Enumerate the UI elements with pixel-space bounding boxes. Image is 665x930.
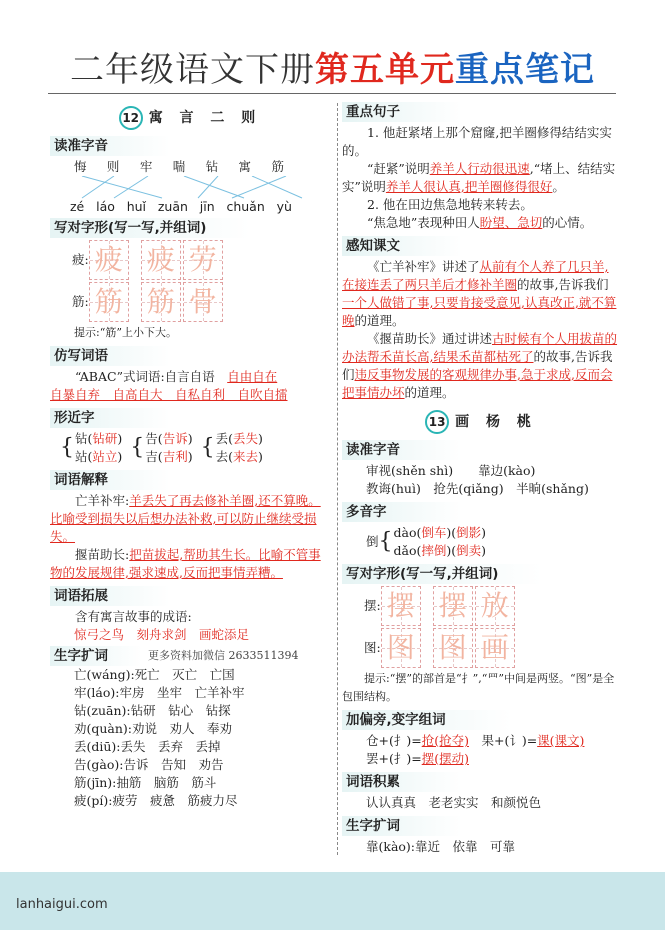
match-char: 牢 xyxy=(139,159,153,174)
write-row xyxy=(364,628,620,668)
write-row xyxy=(72,282,330,322)
word-item: 告(gào):告诉 告知 劝告 xyxy=(74,757,224,772)
left-column xyxy=(50,100,330,810)
match-pinyin: jīn xyxy=(199,199,215,214)
accumulate-words: 认认真真 老老实实 和颜悦色 xyxy=(366,795,542,810)
section-char-expand: 生字扩词 xyxy=(342,816,462,836)
section-write: 写对字形(写一写,并组词) xyxy=(342,564,542,584)
match-pinyin: zuān xyxy=(157,199,188,214)
section-write: 写对字形(写一写,并组词) xyxy=(50,218,250,238)
pinyin-match xyxy=(50,158,330,214)
summary: 《揠苗助长》通过讲述古时候有个人用拔苗的办法帮禾苗长高,结果禾苗都枯死了的故事,告诉我们违反事物发展的客观规律办事,急于求成,反而会把事情办坏的道理。 xyxy=(342,331,618,400)
polyphone: 倒 { dào(倒车)(倒影) dǎo(摔倒)(倒卖) xyxy=(366,525,487,558)
write-label: 筋: xyxy=(72,294,89,309)
writing-grid: 放 xyxy=(475,586,515,626)
key-explanation: “焦急地”表现种田人盼望、急切的心情。 xyxy=(367,215,593,230)
right-column xyxy=(342,100,620,856)
match-char: 喘 xyxy=(172,159,186,174)
match-pinyin: chuǎn xyxy=(226,199,265,214)
writing-grid: 摆 xyxy=(381,586,421,626)
section-char-expand: 生字扩词 xyxy=(50,646,142,666)
radical-line: 罢+(扌)=摆(摆动) xyxy=(366,751,469,766)
section-read: 读准字音 xyxy=(50,136,170,156)
section-expand: 词语拓展 xyxy=(50,586,170,606)
word-item: 筋(jīn):抽筋 脑筋 筋斗 xyxy=(74,775,217,790)
match-pinyin: láo xyxy=(96,199,115,214)
writing-grid: 摆 xyxy=(433,586,473,626)
word-item: 丢(diū):丢失 丢弃 丢掉 xyxy=(74,739,221,754)
writing-grid: 图 xyxy=(381,628,421,668)
title-part3: 重点笔记 xyxy=(455,50,595,90)
section-polyphone: 多音字 xyxy=(342,502,462,522)
footer-wave xyxy=(0,842,665,902)
section-radical: 加偏旁,变字组词 xyxy=(342,710,512,730)
hint: 提示:“筋”上小下大。 xyxy=(74,326,177,339)
footer xyxy=(0,872,665,930)
radical-line: 仓+(扌)=抢(抢夺) 果+(讠)=课(课文) xyxy=(366,733,585,748)
similar-pair: { 钻(钻研) 站(站立) xyxy=(60,431,123,464)
writing-grid: 疲 xyxy=(141,240,181,280)
hint: 提示:“摆”的部首是“扌”,“罒”中间是两竖。“图”是全包围结构。 xyxy=(342,672,615,703)
match-char: 钻 xyxy=(205,159,219,174)
column-divider xyxy=(337,103,338,855)
imitate-line: “ABAC”式词语:自言自语 自由自在 xyxy=(75,369,278,384)
section-key-sentences: 重点句子 xyxy=(342,102,462,122)
section-similar: 形近字 xyxy=(50,408,170,428)
match-pinyin: zé xyxy=(70,199,85,214)
key-explanation: “赶紧”说明养羊人行动很迅速,“堵上、结结实实”说明养羊人很认真,把羊圈修得很好。 xyxy=(342,161,616,194)
match-char: 筋 xyxy=(271,159,284,174)
match-pinyin: yù xyxy=(276,199,292,214)
write-label: 图: xyxy=(364,640,381,655)
page-title xyxy=(0,42,665,91)
write-label: 摆: xyxy=(364,598,381,613)
writing-grid: 疲 xyxy=(89,240,129,280)
explanation: 亡羊补牢:羊丢失了再去修补羊圈,还不算晚。比喻受到损失以后想办法补救,可以防止继续受损失。 xyxy=(50,493,321,544)
lesson-title: 寓 言 二 则 xyxy=(148,110,262,126)
write-label: 疲: xyxy=(72,252,89,267)
idioms: 惊弓之鸟 刻舟求剑 画蛇添足 xyxy=(74,627,250,642)
match-lines xyxy=(72,176,312,200)
section-accumulate: 词语积累 xyxy=(342,772,462,792)
read-line: 教诲(huì) 抢先(qiǎng) 半晌(shǎng) xyxy=(366,481,589,496)
similar-pair: { 丢(丢失) 去(来去) xyxy=(200,431,263,464)
match-pinyin: huǐ xyxy=(126,199,147,214)
word-item: 靠(kào):靠近 依靠 可靠 xyxy=(366,839,516,854)
writing-grid: 画 xyxy=(475,628,515,668)
expand-text: 含有寓言故事的成语: xyxy=(75,609,192,624)
title-part1: 二年级语文下册 xyxy=(70,50,315,90)
lesson-number-badge: 13 xyxy=(425,410,449,434)
writing-grid: 筋 xyxy=(89,282,129,322)
write-row xyxy=(364,586,620,626)
writing-grid: 筋 xyxy=(141,282,181,322)
word-item: 亡(wáng):死亡 灭亡 亡国 xyxy=(74,667,235,682)
word-item: 疲(pí):疲劳 疲惫 筋疲力尽 xyxy=(74,793,238,808)
lesson-number-badge: 12 xyxy=(119,106,143,130)
writing-grid: 劳 xyxy=(183,240,223,280)
writing-grid: 骨 xyxy=(183,282,223,322)
word-item: 钻(zuān):钻研 钻心 钻探 xyxy=(74,703,231,718)
section-explain: 词语解释 xyxy=(50,470,170,490)
poly-reading: dǎo(摔倒)(倒卖) xyxy=(393,543,487,558)
word-item: 劝(quàn):劝说 劝人 奉劝 xyxy=(74,721,233,736)
match-char: 则 xyxy=(106,159,120,174)
lesson-title: 画 杨 桃 xyxy=(455,414,537,430)
lesson-12-heading xyxy=(50,106,330,130)
similar-chars xyxy=(60,430,330,466)
site-url[interactable]: lanhaigui.com xyxy=(16,897,108,912)
section-feel: 感知课文 xyxy=(342,236,462,256)
title-part2: 第五单元 xyxy=(315,50,455,90)
similar-pair: { 告(告诉) 吉(吉利) xyxy=(130,431,193,464)
poly-char: 倒 xyxy=(366,534,379,549)
lesson-13-heading xyxy=(342,410,620,434)
poly-reading: dào(倒车)(倒影) xyxy=(393,525,487,540)
key-sentence: 2. 他在田边焦急地转来转去。 xyxy=(367,197,533,212)
explanation: 揠苗助长:把苗拔起,帮助其生长。比喻不管事物的发展规律,强求速成,反而把事情弄糟。 xyxy=(50,547,321,580)
section-read: 读准字音 xyxy=(342,440,462,460)
summary: 《亡羊补牢》讲述了从前有个人养了几只羊,在接连丢了两只羊后才修补羊圈的故事,告诉我们一个人做错了事,只要肯接受意见,认真改正,就不算晚的道理。 xyxy=(342,259,617,328)
match-char: 悔 xyxy=(74,159,87,174)
section-imitate: 仿写词语 xyxy=(50,346,170,366)
wechat-note: 更多资料加微信 2633511394 xyxy=(148,649,299,662)
read-line: 审视(shěn shì) 靠边(kào) xyxy=(366,463,536,478)
title-rule xyxy=(48,93,616,94)
char-expand-header xyxy=(50,646,330,666)
word-list xyxy=(74,666,330,810)
write-row xyxy=(72,240,330,280)
match-char: 寓 xyxy=(238,159,252,174)
imitate-answers: 自暴自弃 自高自大 自私自利 自吹自擂 xyxy=(50,387,288,402)
key-sentence: 1. 他赶紧堵上那个窟窿,把羊圈修得结结实实的。 xyxy=(342,125,612,158)
word-item: 牢(láo):牢房 坐牢 亡羊补牢 xyxy=(74,685,245,700)
writing-grid: 图 xyxy=(433,628,473,668)
